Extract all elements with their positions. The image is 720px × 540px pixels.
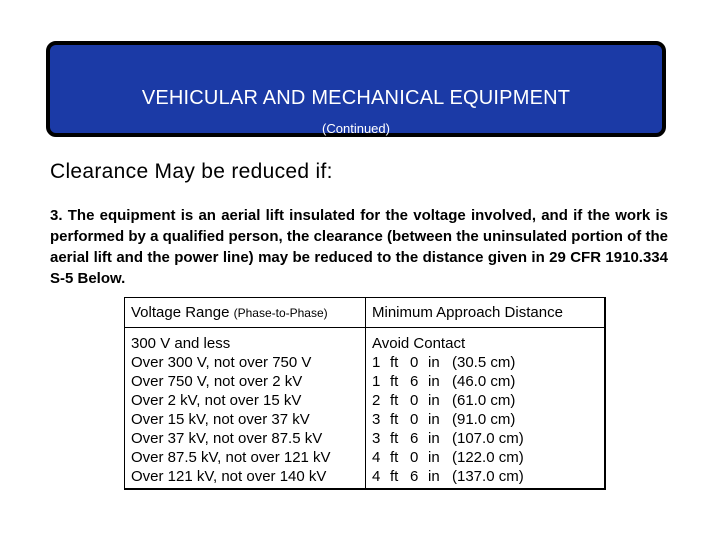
- feet-unit: ft: [390, 430, 399, 447]
- distance-feet: 1: [372, 354, 381, 371]
- voltage-range-item: 300 V and less: [131, 335, 231, 352]
- distance-cm: (137.0 cm): [452, 468, 524, 485]
- distance-feet: 2: [372, 392, 381, 409]
- inches-unit: in: [428, 430, 440, 447]
- title-banner: [46, 41, 666, 137]
- distance-item: [372, 429, 524, 448]
- voltage-range-item: Over 15 kV, not over 37 kV: [131, 411, 310, 428]
- distance-item-avoid: Avoid Contact: [372, 335, 466, 352]
- distance-list: [372, 334, 524, 486]
- inches-unit: in: [428, 449, 440, 466]
- body-paragraph: 3. The equipment is an aerial lift insulated for the voltage involved, and if the work is performed by a qualified person, the clearance (between the uninsulated portion of the aerial lift and the power line) may be reduced to the distance given in 29 CFR 1910.334 S-5 Below.: [50, 207, 668, 287]
- feet-unit: ft: [390, 373, 399, 390]
- distance-feet: 1: [372, 373, 381, 390]
- distance-item: [372, 353, 524, 372]
- feet-unit: ft: [390, 449, 399, 466]
- inches-unit: in: [428, 373, 440, 390]
- voltage-range-item: Over 37 kV, not over 87.5 kV: [131, 430, 323, 447]
- voltage-range-item: Over 750 V, not over 2 kV: [131, 373, 303, 390]
- header-min-distance: Minimum Approach Distance: [372, 304, 563, 321]
- voltage-range-item: Over 2 kV, not over 15 kV: [131, 392, 302, 409]
- distance-inches: 0: [410, 449, 419, 466]
- distance-cm: (107.0 cm): [452, 430, 524, 447]
- header-voltage-range: [131, 304, 328, 321]
- distance-inches: 6: [410, 373, 419, 390]
- distance-cm: (61.0 cm): [452, 392, 516, 409]
- feet-unit: ft: [390, 411, 399, 428]
- distance-item: [372, 391, 524, 410]
- approach-distance-table: [124, 297, 606, 490]
- feet-unit: ft: [390, 354, 399, 371]
- distance-feet: 3: [372, 430, 381, 447]
- distance-feet: 3: [372, 411, 381, 428]
- distance-inches: 0: [410, 411, 419, 428]
- header-phase-label: (Phase-to-Phase): [233, 306, 328, 320]
- banner-subtitle: (Continued): [322, 121, 390, 136]
- inches-unit: in: [428, 392, 440, 409]
- voltage-range-list: [131, 334, 331, 486]
- distance-inches: 6: [410, 430, 419, 447]
- feet-unit: ft: [390, 392, 399, 409]
- voltage-range-item: Over 87.5 kV, not over 121 kV: [131, 449, 331, 466]
- distance-item: [372, 410, 524, 429]
- voltage-range-item: Over 121 kV, not over 140 kV: [131, 468, 327, 485]
- distance-cm: (91.0 cm): [452, 411, 516, 428]
- banner-title: VEHICULAR AND MECHANICAL EQUIPMENT: [141, 87, 571, 109]
- feet-unit: ft: [390, 468, 399, 485]
- distance-feet: 4: [372, 468, 381, 485]
- distance-inches: 0: [410, 354, 419, 371]
- voltage-range-item: Over 300 V, not over 750 V: [131, 354, 312, 371]
- distance-cm: (46.0 cm): [452, 373, 516, 390]
- distance-item: [372, 448, 524, 467]
- header-voltage-range-label: Voltage Range: [131, 304, 230, 321]
- inches-unit: in: [428, 468, 440, 485]
- distance-inches: 0: [410, 392, 419, 409]
- inches-unit: in: [428, 354, 440, 371]
- distance-inches: 6: [410, 468, 419, 485]
- section-heading: Clearance May be reduced if:: [50, 160, 333, 183]
- distance-feet: 4: [372, 449, 381, 466]
- distance-cm: (122.0 cm): [452, 449, 524, 466]
- distance-cm: (30.5 cm): [452, 354, 516, 371]
- distance-item: [372, 467, 524, 486]
- header-divider: [125, 327, 604, 328]
- inches-unit: in: [428, 411, 440, 428]
- distance-item: [372, 372, 524, 391]
